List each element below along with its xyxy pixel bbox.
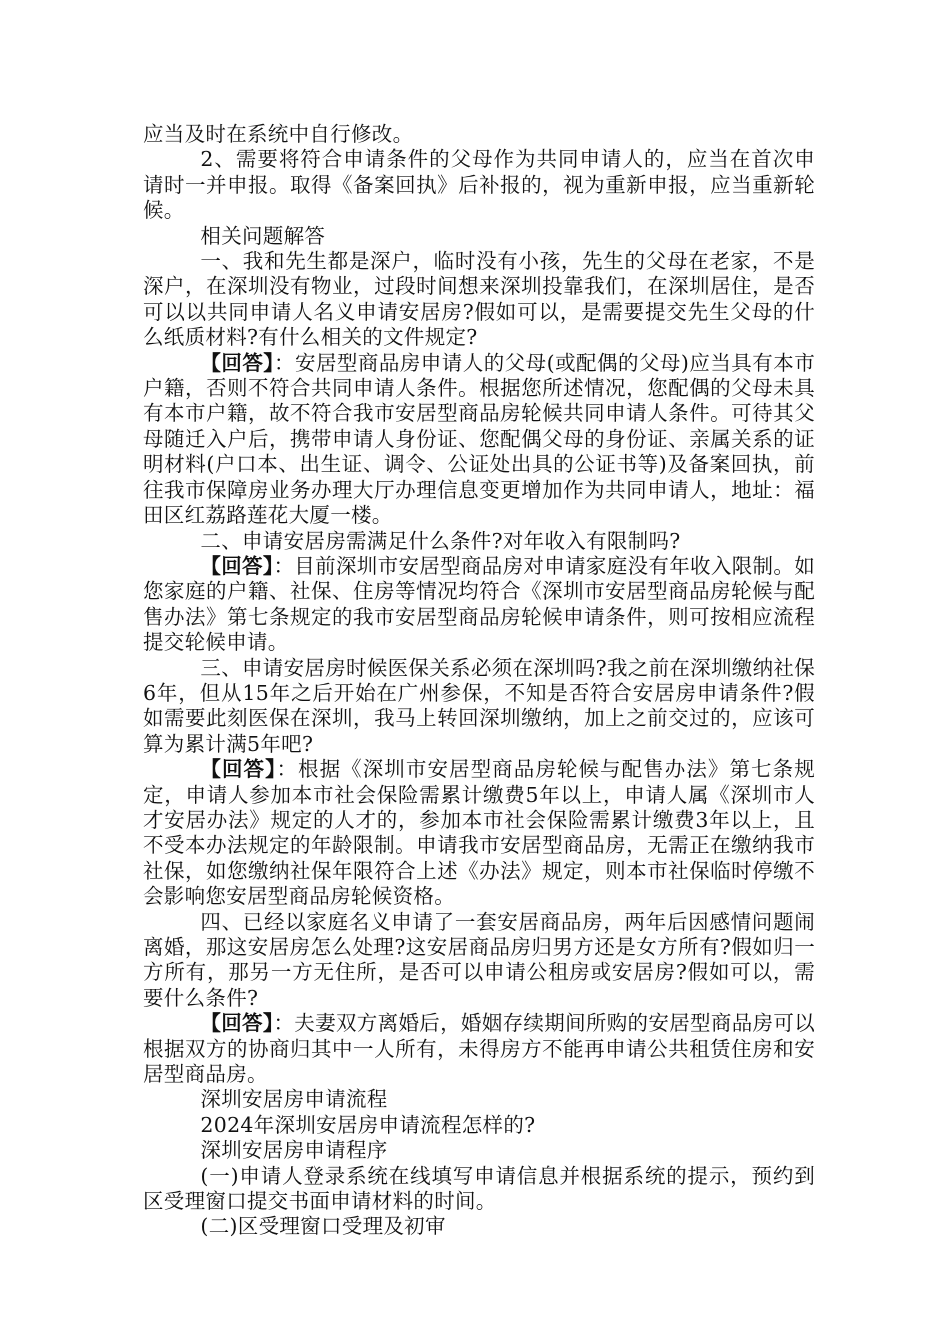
question-2 (143, 529, 815, 554)
document-body (143, 122, 815, 1240)
question-text: 一、我和先生都是深户，临时没有小孩，先生的父母在老家，不是深户，在深圳没有物业，过段时间想来深圳投靠我们，在深圳居住，是否可以以共同申请人名义申请安居房?假如可以，是需要提交先生父母的什么纸质材料?有什么相关的文件规定? (143, 249, 815, 350)
heading-text: 深圳安居房申请流程 (200, 1087, 388, 1112)
section-subheading-process-question (143, 1113, 815, 1138)
section-heading-process (143, 1087, 815, 1112)
heading-text: 相关问题解答 (200, 223, 326, 248)
section-heading-faq (143, 224, 815, 249)
answer-1 (143, 351, 815, 529)
question-3 (143, 656, 815, 758)
question-1 (143, 249, 815, 351)
paragraph-text: 2、需要将符合申请条件的父母作为共同申请人的，应当在首次申请时一并申报。取得《备案回执》后补报的，视为重新申报，应当重新轮候。 (143, 147, 815, 223)
answer-tag: 【回答】 (200, 1011, 274, 1036)
question-text: 四、已经以家庭名义申请了一套安居商品房，两年后因感情问题闹离婚，那这安居房怎么处理?这安居商品房归男方还是女方所有?假如归一方所有，那另一方无住所，是否可以申请公租房或安居房?假如可以，需要什么条件? (143, 909, 815, 1010)
answer-3 (143, 757, 815, 909)
answer-2 (143, 554, 815, 656)
answer-tag: 【回答】 (200, 350, 275, 375)
answer-text: ：根据《深圳市安居型商品房轮候与配售办法》第七条规定，申请人参加本市社会保险需累计缴费5年以上，申请人属《深圳市人才安居办法》规定的人才的，参加本市社会保险需累计缴费3年以上，且不受本办法规定的年龄限制。申请我市安居型商品房，无需正在缴纳我市社保，如您缴纳社保年限符合上述《办法》规定，则本市社保临时停缴不会影响您安居型商品房轮候资格。 (143, 757, 815, 909)
heading-text: 2024年深圳安居房申请流程怎样的? (200, 1112, 536, 1137)
answer-text: ：目前深圳市安居型商品房对申请家庭没有年收入限制。如您家庭的户籍、社保、住房等情况均符合《深圳市安居型商品房轮候与配售办法》第七条规定的我市安居型商品房轮候申请条件，则可按相应流程提交轮候申请。 (143, 553, 815, 655)
answer-tag: 【回答】 (200, 757, 277, 782)
heading-text: 深圳安居房申请程序 (200, 1138, 388, 1163)
procedure-step-1 (143, 1164, 815, 1215)
answer-text: ：夫妻双方离婚后，婚姻存续期间所购的安居型商品房可以根据双方的协商归其中一人所有，未得房方不能再申请公共租赁住房和安居型商品房。 (143, 1011, 815, 1087)
answer-tag: 【回答】 (200, 553, 274, 578)
question-text: 二、申请安居房需满足什么条件?对年收入有限制吗? (200, 528, 681, 553)
step-text: (二)区受理窗口受理及初审 (200, 1214, 446, 1239)
answer-text: ：安居型商品房申请人的父母(或配偶的父母)应当具有本市户籍，否则不符合共同申请人条件。根据您所述情况，您配偶的父母未具有本市户籍，故不符合我市安居型商品房轮候共同申请人条件。可待其父母随迁入户后，携带申请人身份证、您配偶父母的身份证、亲属关系的证明材料(户口本、出生证、调令、公证处出具的公证书等)及备案回执，前往我市保障房业务办理大厅办理信息变更增加作为共同申请人，地址：福田区红荔路莲花大厦一楼。 (143, 350, 815, 528)
paragraph-note-2 (143, 147, 815, 223)
paragraph-continuation (143, 122, 815, 147)
paragraph-text: 应当及时在系统中自行修改。 (143, 122, 414, 146)
answer-4 (143, 1011, 815, 1087)
section-heading-procedure (143, 1138, 815, 1163)
step-text: (一)申请人登录系统在线填写申请信息并根据系统的提示，预约到区受理窗口提交书面申请材料的时间。 (143, 1163, 815, 1214)
procedure-step-2 (143, 1214, 815, 1239)
question-4 (143, 910, 815, 1012)
question-text: 三、申请安居房时候医保关系必须在深圳吗?我之前在深圳缴纳社保6年，但从15年之后开始在广州参保，不知是否符合安居房申请条件?假如需要此刻医保在深圳，我马上转回深圳缴纳，加上之前交过的，应该可算为累计满5年吧? (143, 655, 815, 756)
